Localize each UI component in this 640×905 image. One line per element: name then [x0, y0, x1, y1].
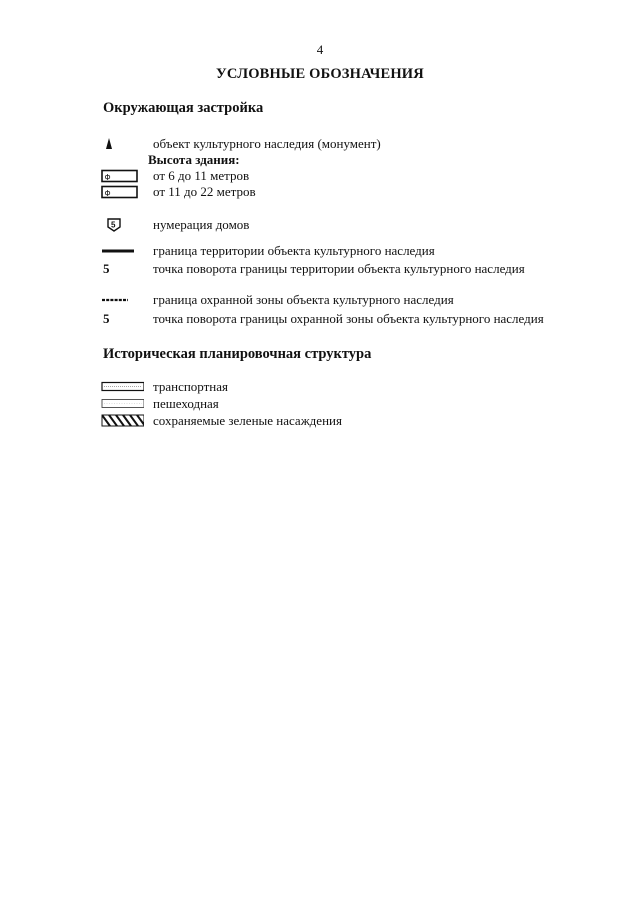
svg-text:Ф: Ф [104, 173, 111, 182]
building-2-floor-icon [100, 184, 144, 200]
legend-label: транспортная [153, 379, 229, 394]
height-subheading: Высота здания: [148, 152, 240, 167]
svg-text:Ф: Ф [104, 189, 111, 198]
dashed-boundary-line-icon [100, 292, 144, 308]
legend-label: точка поворота границы территории объекта культурного наследия [153, 261, 525, 276]
legend-label: граница территории объекта культурного наследия [153, 243, 435, 258]
section-heading-historical: Историческая планировочная структура [103, 346, 372, 362]
legend-row-territory-boundary [0, 243, 640, 259]
legend-label: граница охранной зоны объекта культурного наследия [153, 292, 454, 307]
legend-label: пешеходная [153, 396, 219, 411]
legend-label: нумерация домов [153, 217, 250, 232]
building-1-floor-icon [100, 168, 144, 184]
legend-label: сохраняемые зеленые насаждения [153, 413, 342, 428]
house-number-badge-text: 5 [111, 220, 116, 230]
page-number: 4 [316, 42, 324, 57]
legend-label: объект культурного наследия (монумент) [153, 136, 381, 151]
legend-row-height-2 [0, 184, 640, 200]
thick-boundary-line-icon [100, 243, 144, 259]
page-title: УСЛОВНЫЕ ОБОЗНАЧЕНИЯ [216, 66, 424, 82]
house-number-badge-icon [100, 217, 144, 233]
legend-row-protection-point [0, 311, 640, 327]
legend-row-house-numbering [0, 217, 640, 233]
legend-label: от 6 до 11 метров [153, 168, 250, 183]
legend-row-pedestrian [0, 396, 640, 412]
legend-row-transport [0, 379, 640, 395]
legend-label: точка поворота границы охранной зоны объекта культурного наследия [153, 311, 544, 326]
legend-row-height-1 [0, 168, 640, 184]
legend-row-protection-boundary [0, 292, 640, 308]
legend-row-territory-point [0, 261, 640, 277]
turn-point-symbol [100, 311, 144, 327]
turn-point-symbol [100, 261, 144, 277]
turn-point-number: 5 [103, 311, 110, 326]
turn-point-number: 5 [103, 261, 110, 276]
legend-row-monument [0, 136, 640, 152]
pedestrian-street-icon [100, 396, 144, 412]
legend-row-green-plantings [0, 413, 640, 429]
transport-street-icon [100, 379, 144, 395]
green-planting-hatch-icon [100, 413, 144, 429]
legend-label: от 11 до 22 метров [153, 184, 256, 199]
triangle-monument-icon [100, 136, 144, 152]
section-heading-surrounding: Окружающая застройка [103, 100, 264, 116]
